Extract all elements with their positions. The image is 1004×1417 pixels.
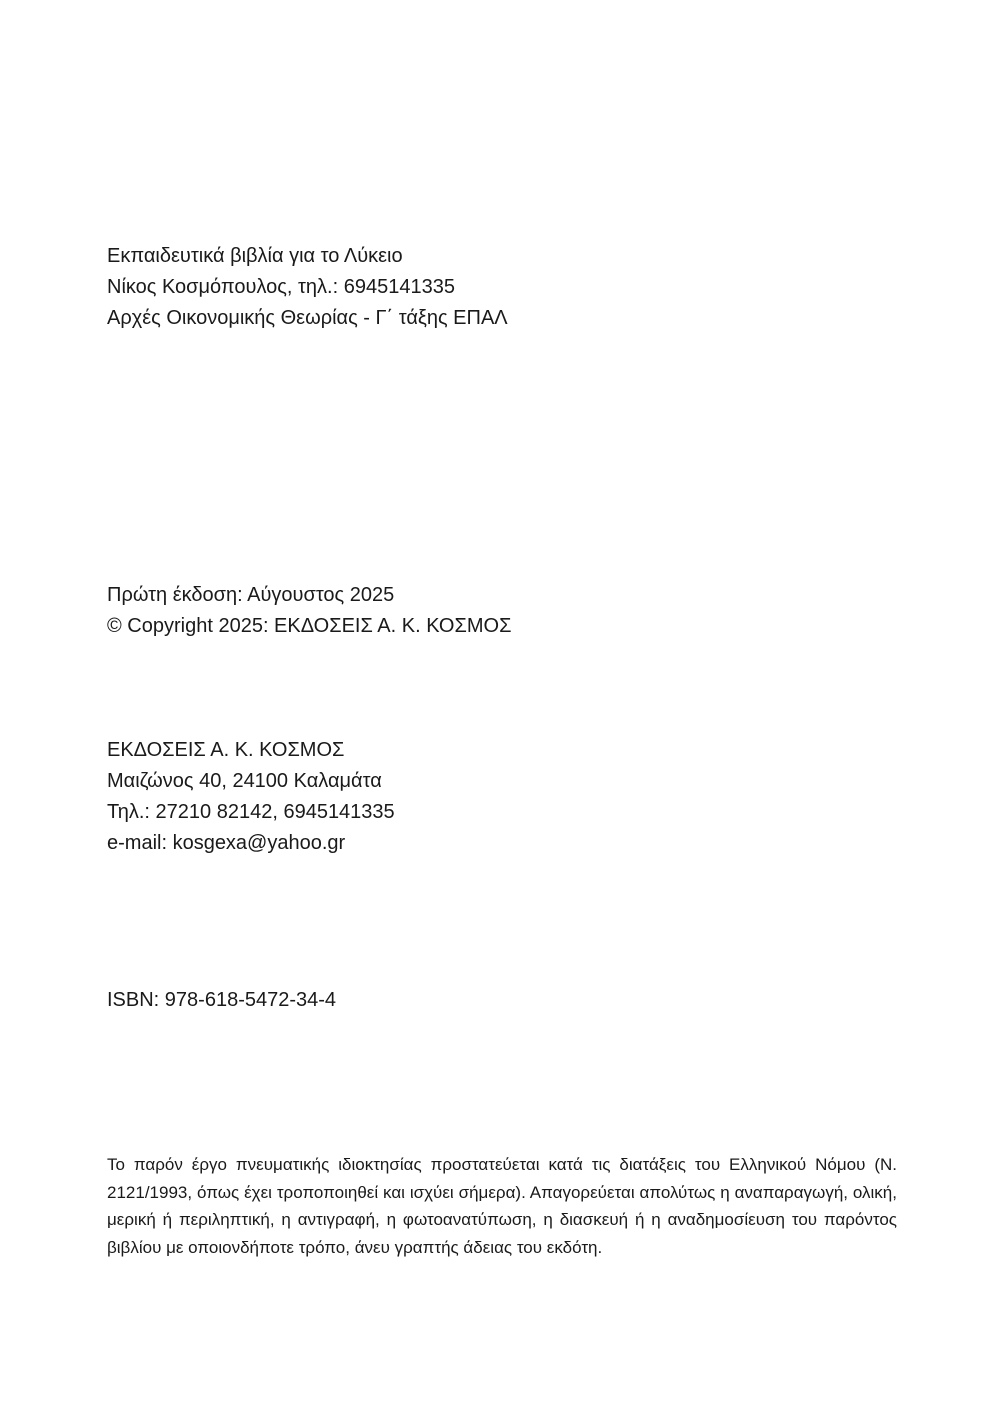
isbn-line: ISBN: 978-618-5472-34-4 (107, 989, 337, 1011)
legal-notice-text: Το παρόν έργο πνευματικής ιδιοκτησίας προστατεύεται κατά τις διατάξεις του Ελληνικού Νόμου (Ν. 2121/1993, όπως έχει τροποποιηθεί και ισχύει σήμερα). Απαγορεύεται απολύτως η αναπαραγωγή, ολική, μερική ή περιληπτική, η αντιγραφή, η φωτοανατύπωση, η διασκευή ή η αναδημοσίευση του παρόντος βιβλίου με οποιονδήποτε τρόπο, άνευ γραπτής άδειας του εκδότη. (107, 1155, 897, 1257)
book-info-block (107, 241, 508, 334)
publisher-block (107, 735, 395, 859)
series-line: Εκπαιδευτικά βιβλία για το Λύκειο (107, 245, 403, 267)
copyright-line: © Copyright 2025: ΕΚΔΟΣΕΙΣ Α. Κ. ΚΟΣΜΟΣ (107, 615, 512, 637)
edition-block (107, 580, 511, 642)
author-line: Νίκος Κοσμόπουλος, τηλ.: 6945141335 (107, 276, 455, 298)
publisher-email: e-mail: kosgexa@yahoo.gr (107, 832, 346, 854)
title-line: Αρχές Οικονομικής Θεωρίας - Γ΄ τάξης ΕΠΑΛ (107, 307, 508, 329)
publisher-address: Μαιζώνος 40, 24100 Καλαμάτα (107, 770, 382, 792)
isbn-block (107, 985, 336, 1016)
publisher-phone: Τηλ.: 27210 82142, 6945141335 (107, 801, 395, 823)
publisher-name: ΕΚΔΟΣΕΙΣ Α. Κ. ΚΟΣΜΟΣ (107, 739, 345, 761)
legal-notice-block (107, 1151, 897, 1261)
first-edition-line: Πρώτη έκδοση: Αύγουστος 2025 (107, 584, 395, 606)
